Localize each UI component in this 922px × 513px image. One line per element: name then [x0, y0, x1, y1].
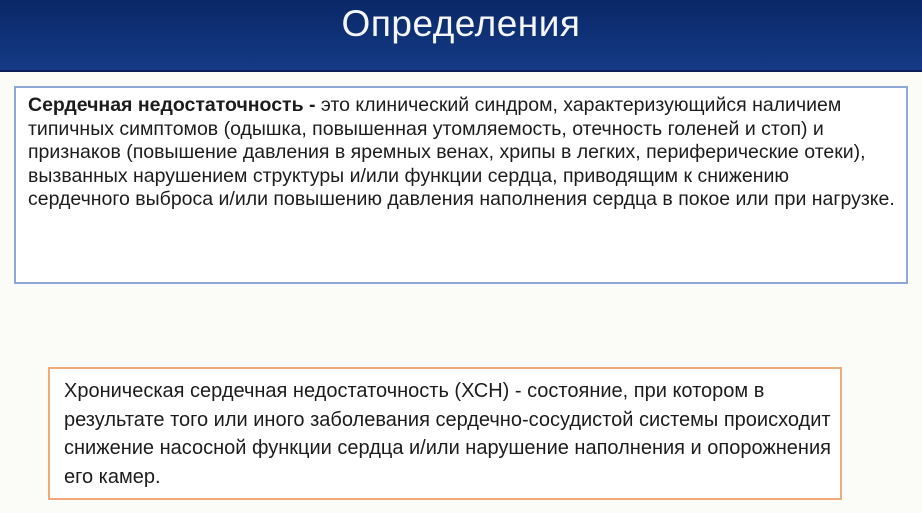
- chronic-heart-failure-box: [48, 367, 842, 500]
- slide-title: Определения: [341, 3, 581, 44]
- slide-header: [0, 0, 922, 72]
- chronic-definition-text: Хроническая сердечная недостаточность (ХСН) - состояние, при котором в результате того или иного заболевания сердечно-сосудистой системы происходит снижение насосной функции сердца и/или нарушение наполнения и опорожнения его камер.: [64, 380, 831, 488]
- heart-failure-definition-box: [14, 86, 908, 284]
- definition-text: это клинический синдром, характеризующийся наличием типичных симптомов (одышка, повышенная утомляемость, отечность голеней и стоп) и признаков (повышение давления в яремных венах, хрипы в легких, периферические отеки), вызванных нарушением структуры и/или функции сердца, приводящим к снижению сердечного выброса и/или повышению давления наполнения сердца в покое или при нагрузке.: [28, 94, 895, 211]
- definition-term: Сердечная недостаточность -: [28, 94, 316, 116]
